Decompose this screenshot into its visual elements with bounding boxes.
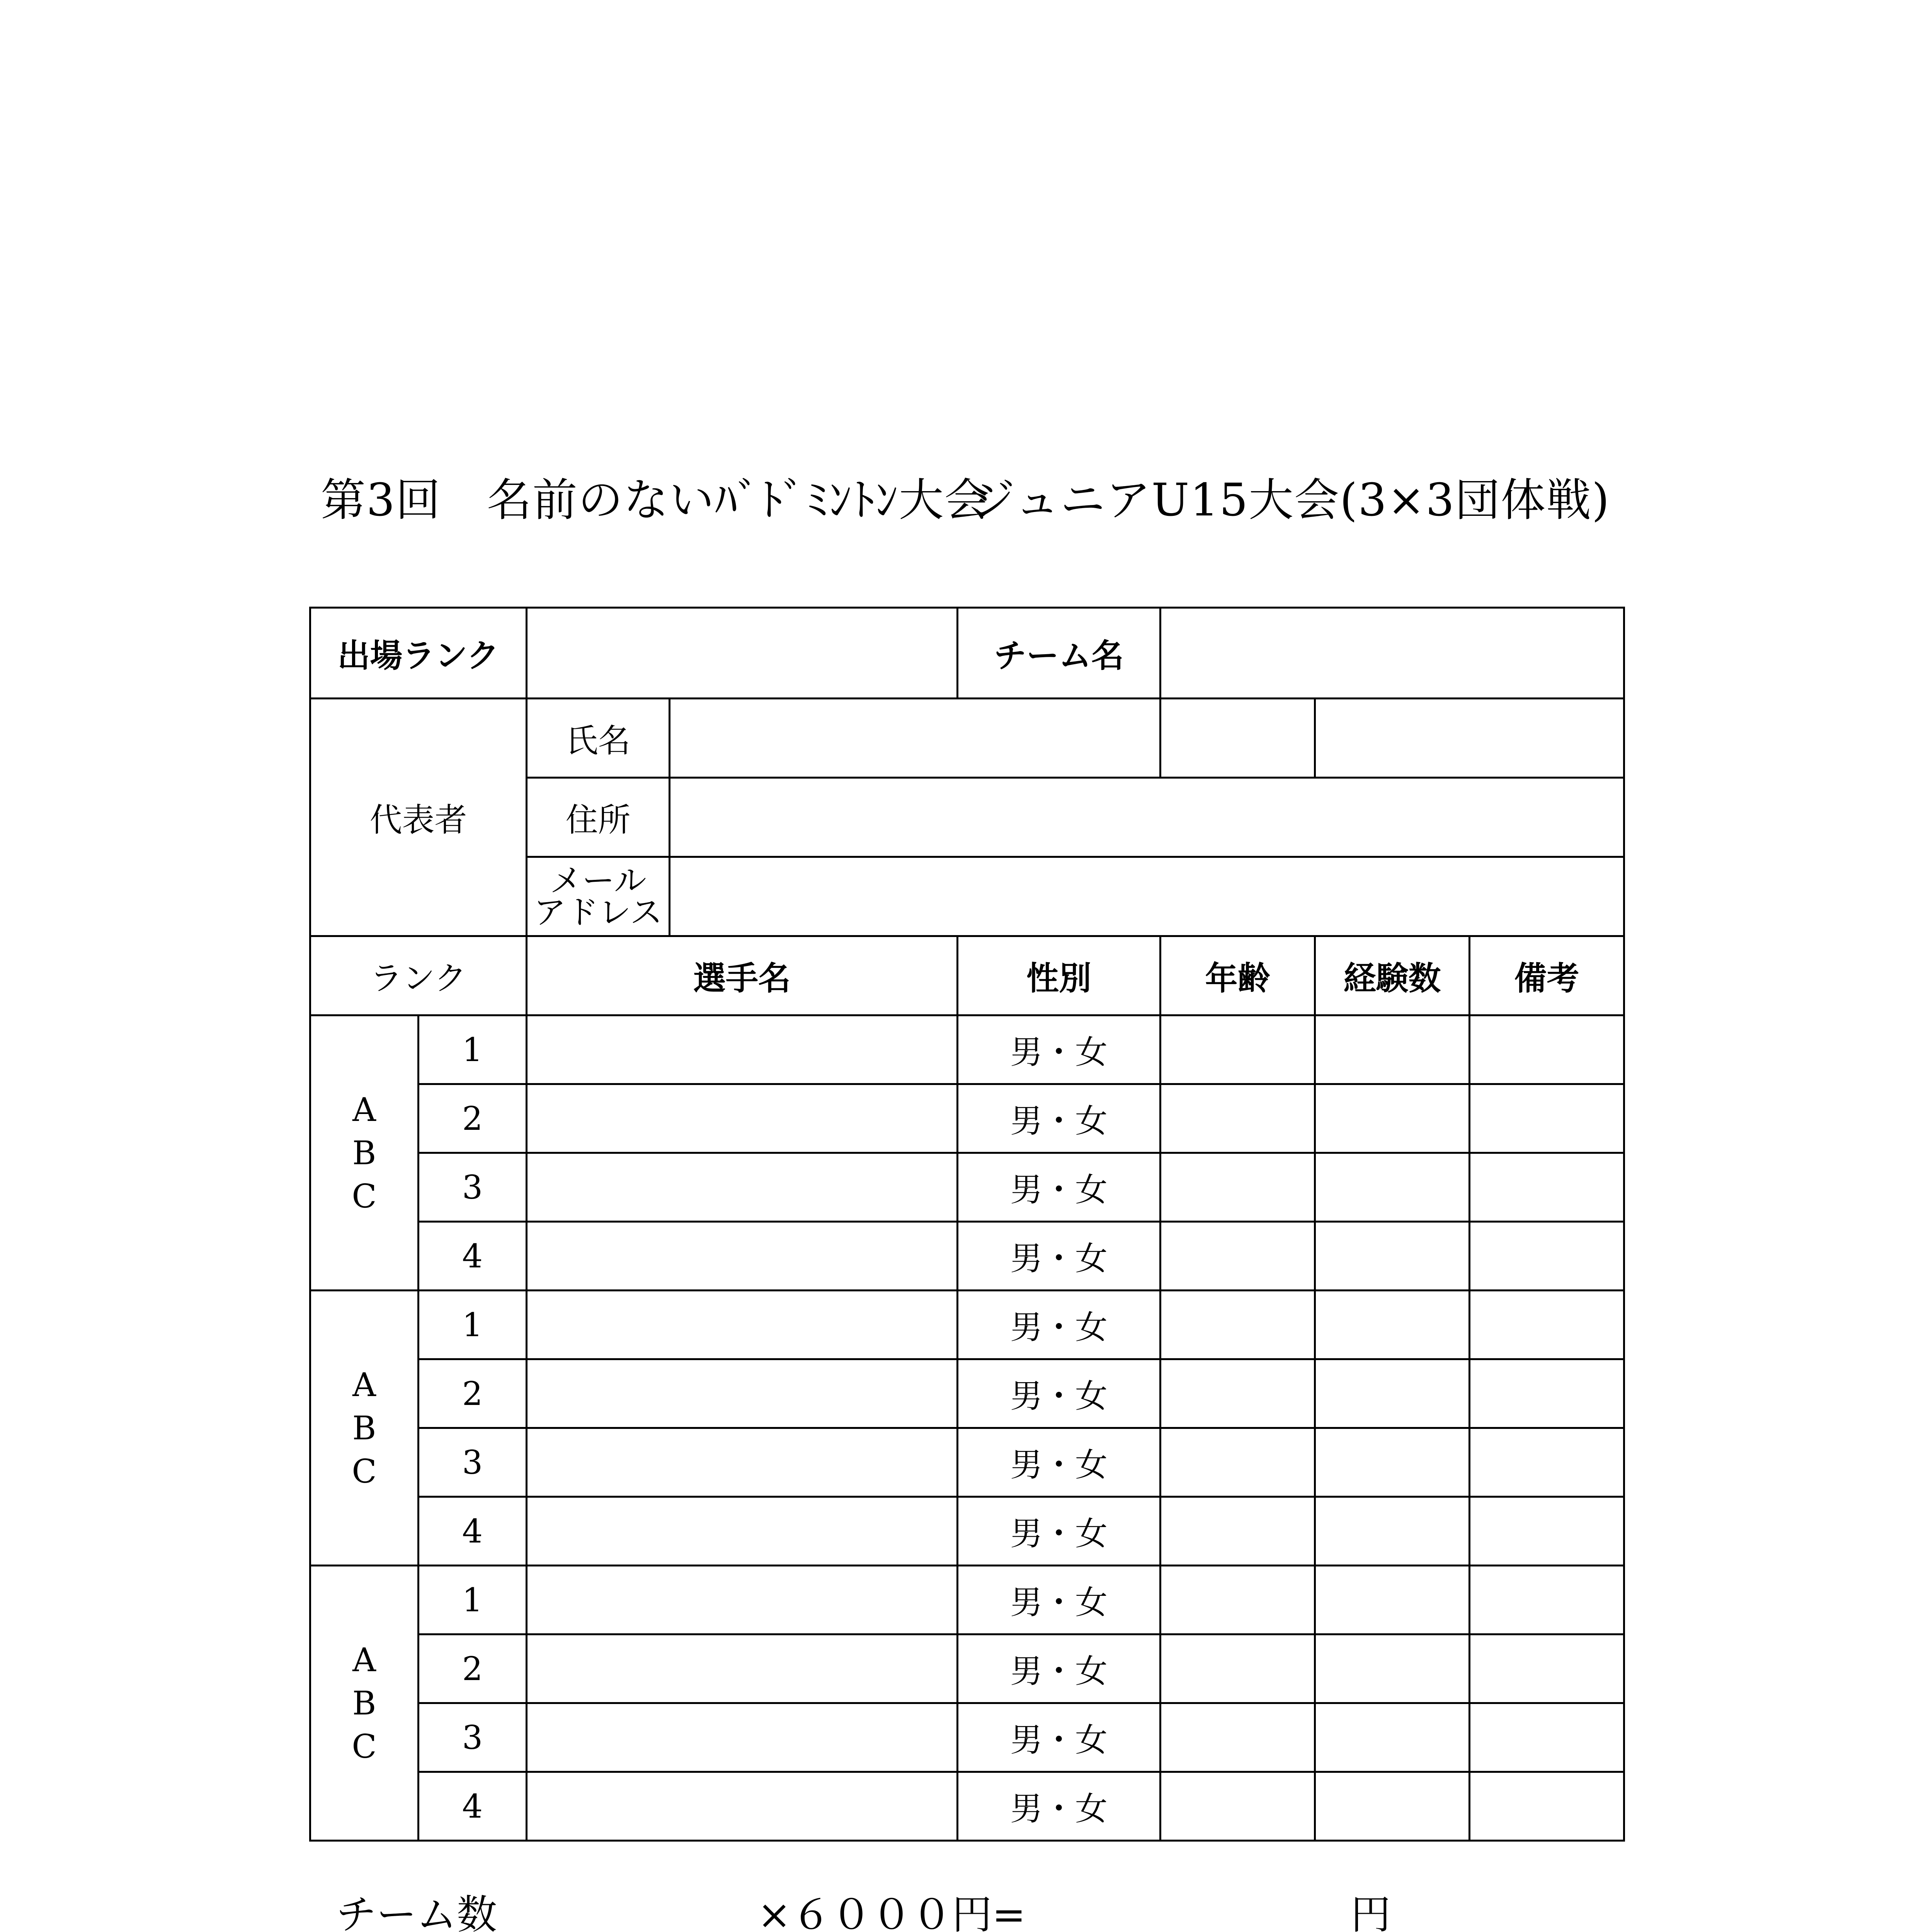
rank-b: B bbox=[352, 1409, 376, 1447]
address-input[interactable] bbox=[670, 778, 1624, 857]
remarks-input[interactable] bbox=[1470, 1428, 1624, 1497]
experience-input[interactable] bbox=[1315, 1703, 1470, 1772]
remarks-input[interactable] bbox=[1470, 1153, 1624, 1222]
row-number: 1 bbox=[419, 1291, 527, 1359]
player-name-input[interactable] bbox=[527, 1703, 958, 1772]
rank-a: A bbox=[352, 1366, 376, 1404]
col-rank-header: ランク bbox=[310, 936, 527, 1015]
title-main: 第3回 名前のないﾊﾞﾄﾞﾐﾝﾄﾝ大会 bbox=[321, 474, 990, 526]
name-extra-cell[interactable] bbox=[1160, 699, 1315, 778]
experience-input[interactable] bbox=[1315, 1084, 1470, 1153]
player-name-input[interactable] bbox=[527, 1084, 958, 1153]
rank-c: C bbox=[352, 1177, 377, 1215]
sex-choice[interactable]: 男・女 bbox=[958, 1153, 1160, 1222]
row-number: 4 bbox=[419, 1497, 527, 1566]
fee-line bbox=[309, 1882, 1621, 1932]
col-age-header: 年齢 bbox=[1160, 936, 1315, 1015]
experience-input[interactable] bbox=[1315, 1566, 1470, 1634]
player-name-input[interactable] bbox=[527, 1772, 958, 1841]
name-extra-cell-2[interactable] bbox=[1315, 699, 1624, 778]
name-input[interactable] bbox=[670, 699, 1160, 778]
row-number: 2 bbox=[419, 1634, 527, 1703]
row-number: 4 bbox=[419, 1222, 527, 1291]
player-name-input[interactable] bbox=[527, 1497, 958, 1566]
experience-input[interactable] bbox=[1315, 1634, 1470, 1703]
player-name-input[interactable] bbox=[527, 1291, 958, 1359]
mail-label-line2: アドレス bbox=[533, 893, 663, 931]
team-name-input[interactable] bbox=[1160, 608, 1624, 699]
rank-b: B bbox=[352, 1134, 376, 1172]
sex-choice[interactable]: 男・女 bbox=[958, 1772, 1160, 1841]
age-input[interactable] bbox=[1160, 1772, 1315, 1841]
rank-c: C bbox=[352, 1452, 377, 1490]
remarks-input[interactable] bbox=[1470, 1566, 1624, 1634]
row-number: 3 bbox=[419, 1703, 527, 1772]
remarks-input[interactable] bbox=[1470, 1291, 1624, 1359]
col-remarks-header: 備考 bbox=[1470, 936, 1624, 1015]
row-number: 1 bbox=[419, 1015, 527, 1084]
experience-input[interactable] bbox=[1315, 1497, 1470, 1566]
rank-a: A bbox=[352, 1641, 376, 1679]
experience-input[interactable] bbox=[1315, 1153, 1470, 1222]
fee-calculation: ×６０００円= bbox=[757, 1891, 1026, 1932]
team-count-label: チーム数 bbox=[336, 1891, 497, 1932]
age-input[interactable] bbox=[1160, 1015, 1315, 1084]
age-input[interactable] bbox=[1160, 1084, 1315, 1153]
experience-input[interactable] bbox=[1315, 1015, 1470, 1084]
remarks-input[interactable] bbox=[1470, 1703, 1624, 1772]
group-rank-abc[interactable] bbox=[310, 1291, 419, 1566]
player-name-input[interactable] bbox=[527, 1015, 958, 1084]
experience-input[interactable] bbox=[1315, 1291, 1470, 1359]
row-number: 4 bbox=[419, 1772, 527, 1841]
mail-input[interactable] bbox=[670, 857, 1624, 936]
age-input[interactable] bbox=[1160, 1634, 1315, 1703]
remarks-input[interactable] bbox=[1470, 1084, 1624, 1153]
col-player-header: 選手名 bbox=[527, 936, 958, 1015]
mail-label bbox=[527, 857, 670, 936]
player-name-input[interactable] bbox=[527, 1222, 958, 1291]
sex-choice[interactable]: 男・女 bbox=[958, 1497, 1160, 1566]
player-name-input[interactable] bbox=[527, 1428, 958, 1497]
fee-yen: 円 bbox=[1351, 1891, 1391, 1932]
remarks-input[interactable] bbox=[1470, 1222, 1624, 1291]
entry-form-table bbox=[309, 607, 1625, 1842]
age-input[interactable] bbox=[1160, 1359, 1315, 1428]
sex-choice[interactable]: 男・女 bbox=[958, 1015, 1160, 1084]
rank-input[interactable] bbox=[527, 608, 958, 699]
col-sex-header: 性別 bbox=[958, 936, 1160, 1015]
remarks-input[interactable] bbox=[1470, 1772, 1624, 1841]
age-input[interactable] bbox=[1160, 1566, 1315, 1634]
player-name-input[interactable] bbox=[527, 1634, 958, 1703]
rank-b: B bbox=[352, 1684, 376, 1722]
remarks-input[interactable] bbox=[1470, 1359, 1624, 1428]
age-input[interactable] bbox=[1160, 1222, 1315, 1291]
sex-choice[interactable]: 男・女 bbox=[958, 1703, 1160, 1772]
group-rank-abc[interactable] bbox=[310, 1566, 419, 1841]
rank-a: A bbox=[352, 1090, 376, 1129]
row-number: 2 bbox=[419, 1359, 527, 1428]
player-name-input[interactable] bbox=[527, 1153, 958, 1222]
row-number: 2 bbox=[419, 1084, 527, 1153]
address-label: 住所 bbox=[527, 778, 670, 857]
group-rank-abc[interactable] bbox=[310, 1015, 419, 1291]
sex-choice[interactable]: 男・女 bbox=[958, 1428, 1160, 1497]
experience-input[interactable] bbox=[1315, 1222, 1470, 1291]
player-name-input[interactable] bbox=[527, 1566, 958, 1634]
player-name-input[interactable] bbox=[527, 1359, 958, 1428]
sex-choice[interactable]: 男・女 bbox=[958, 1634, 1160, 1703]
sex-choice[interactable]: 男・女 bbox=[958, 1222, 1160, 1291]
representative-label: 代表者 bbox=[310, 699, 527, 936]
experience-input[interactable] bbox=[1315, 1359, 1470, 1428]
experience-input[interactable] bbox=[1315, 1428, 1470, 1497]
remarks-input[interactable] bbox=[1470, 1634, 1624, 1703]
age-input[interactable] bbox=[1160, 1703, 1315, 1772]
age-input[interactable] bbox=[1160, 1153, 1315, 1222]
experience-input[interactable] bbox=[1315, 1772, 1470, 1841]
age-input[interactable] bbox=[1160, 1428, 1315, 1497]
row-number: 1 bbox=[419, 1566, 527, 1634]
rank-c: C bbox=[352, 1727, 377, 1765]
row-number: 3 bbox=[419, 1153, 527, 1222]
sex-choice[interactable]: 男・女 bbox=[958, 1084, 1160, 1153]
col-experience-header: 経験数 bbox=[1315, 936, 1470, 1015]
age-input[interactable] bbox=[1160, 1291, 1315, 1359]
rank-label: 出場ランク bbox=[310, 608, 527, 699]
sex-choice[interactable]: 男・女 bbox=[958, 1566, 1160, 1634]
name-label: 氏名 bbox=[527, 699, 670, 778]
mail-label-line1: メール bbox=[550, 862, 647, 900]
team-name-label: チーム名 bbox=[958, 608, 1160, 699]
age-input[interactable] bbox=[1160, 1497, 1315, 1566]
title-sub: ジュニアU15大会(3×3団体戦) bbox=[970, 474, 1610, 526]
sex-choice[interactable]: 男・女 bbox=[958, 1359, 1160, 1428]
remarks-input[interactable] bbox=[1470, 1015, 1624, 1084]
sex-choice[interactable]: 男・女 bbox=[958, 1291, 1160, 1359]
remarks-input[interactable] bbox=[1470, 1497, 1624, 1566]
row-number: 3 bbox=[419, 1428, 527, 1497]
